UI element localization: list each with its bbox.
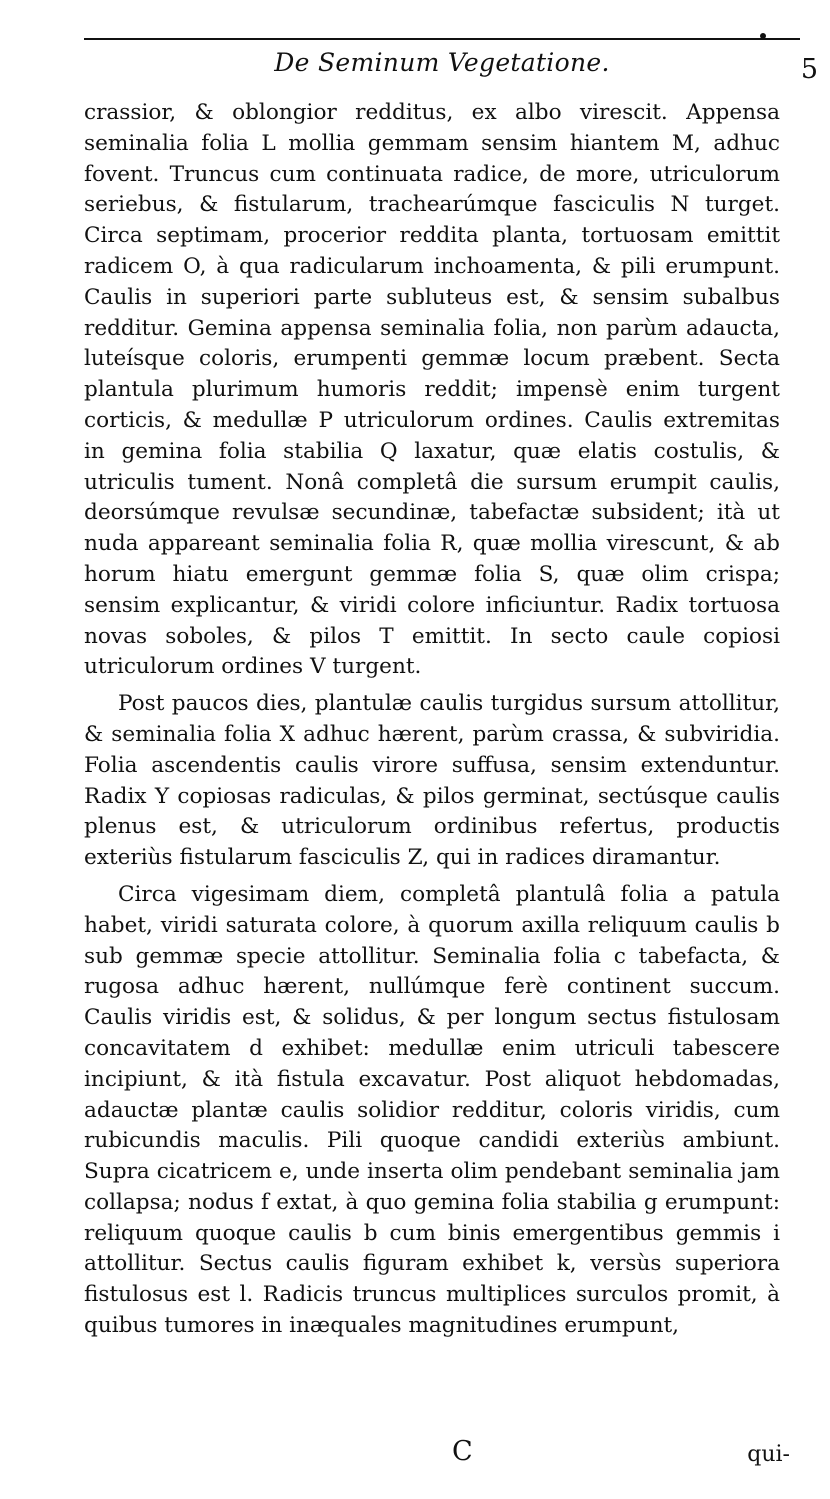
body-text <box>84 98 780 1348</box>
paragraph-3: Circa vigesimam diem, completâ plantulâ folia a patula habet, viridi saturata colore, à quorum axilla reliquum caulis b sub gemmæ specie attollitur. Seminalia folia c tabefacta, & rugosa adhuc hærent, nullúmque ferè continent succum. Caulis viridis est, & solidus, & per longum sectus fistulosam concavitatem d exhibet: medullæ enim utriculi tabescere incipiunt, & ità fistula excavatur. Post aliquot hebdomadas, adauctæ plantæ caulis solidior redditur, coloris viridis, cum rubicundis maculis. Pili quoque candidi exteriùs ambiunt. Supra cicatricem e, unde inserta olim pendebant seminalia jam collapsa; nodus f extat, à quo gemina folia stabilia g erumpunt: reliquum quoque caulis b cum binis emergentibus gemmis i attollitur. Sectus caulis figuram exhibet k, versùs superiora fistulosus est l. Radicis truncus multiplices surculos promit, à quibus tumores in inæquales magnitudines erumpunt, <box>84 881 780 1339</box>
running-title: De Seminum Vegetatione. <box>274 48 610 77</box>
paragraph-1: crassior, & oblongior redditus, ex albo virescit. Appensa seminalia folia L mollia gemmam sensim hiantem M, adhuc fovent. Truncus cum continuata radice, de more, utriculorum seriebus, & fistularum, trachearúmque fasciculis N turget. Circa septimam, procerior reddita planta, tortuosam emittit radicem O, à qua radicularum inchoamenta, & pili erumpunt. Caulis in superiori parte subluteus est, & sensim subalbus redditur. Gemina appensa seminalia folia, non parùm adaucta, luteísque coloris, erumpenti gemmæ locum præbent. Secta plantula plurimum humoris reddit; impensè enim turgent corticis, & medullæ P utriculorum ordines. Caulis extremitas in gemina folia stabilia Q laxatur, quæ elatis costulis, & utriculis tument. Nonâ completâ die sursum erumpit caulis, deorsúmque revulsæ secundinæ, tabefactæ subsident; ità ut nuda appareant seminalia folia R, quæ mollia virescunt, & ab horum hiatu emergunt gemmæ folia S, quæ olim crispa; sensim explicantur, & viridi colore inficiuntur. Radix tortuosa novas soboles, & pilos T emittit. In secto caule copiosi utriculorum ordines V turgent. <box>84 100 780 680</box>
signature-mark: C <box>452 1436 473 1467</box>
catchword: qui- <box>747 1442 790 1467</box>
header-rule <box>84 38 800 40</box>
page-number: 5 <box>800 54 818 85</box>
paragraph-2: Post paucos dies, plantulæ caulis turgidus sursum attollitur, & seminalia folia X adhuc hærent, parùm crassa, & subviridia. Folia ascendentis caulis virore suffusa, sensim extenduntur. Radix Y copiosas radiculas, & pilos germinat, sectúsque caulis plenus est, & utriculorum ordinibus refertus, productis exteriùs fistularum fasciculis Z, qui in radices diramantur. <box>84 691 780 871</box>
rule-ornament <box>760 33 766 39</box>
